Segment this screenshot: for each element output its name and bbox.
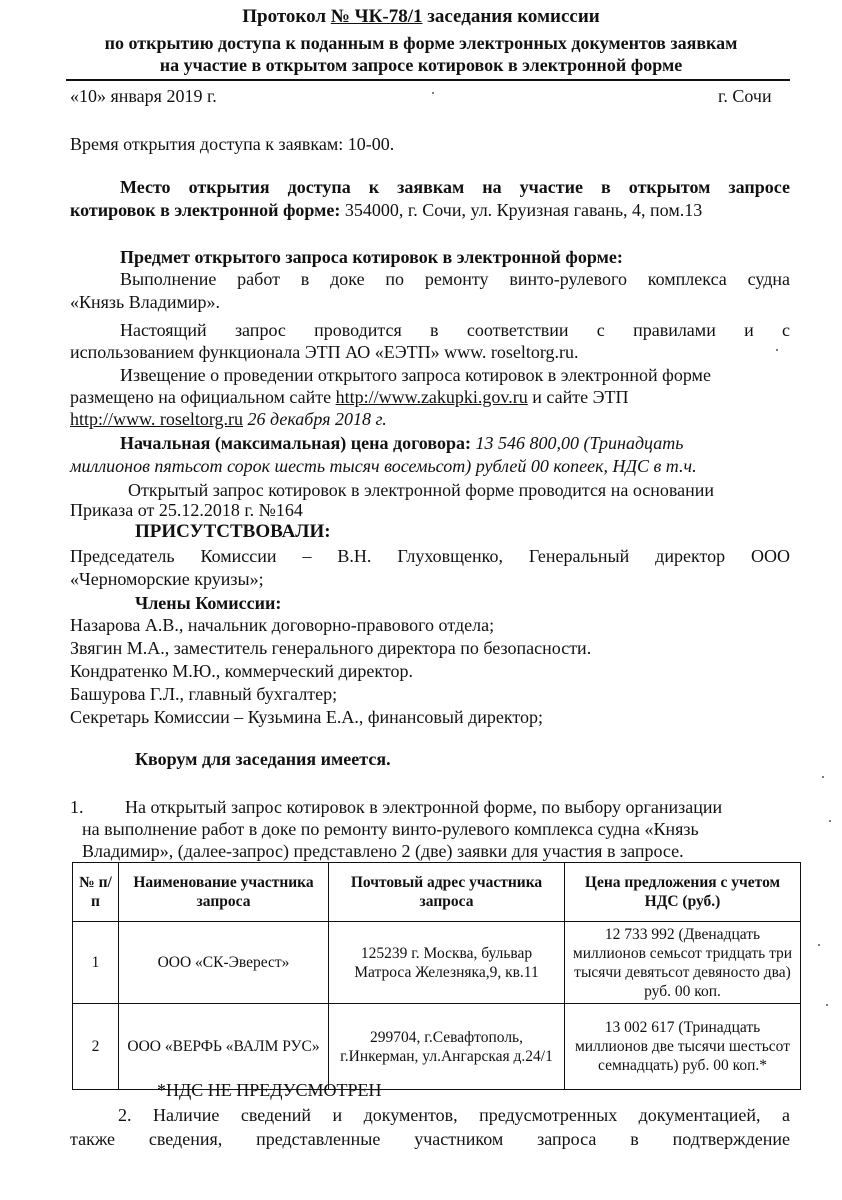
zakupki-link[interactable]: http://www.zakupki.gov.ru [335, 387, 528, 407]
col-header-price: Цена предложения с учетом НДС (руб.) [565, 863, 801, 922]
col-header-num: № п/п [73, 863, 119, 922]
chair-line2: «Черноморские круизы»; [70, 569, 264, 589]
present-heading: ПРИСУТСТВОВАЛИ: [135, 521, 331, 542]
opening-time: Время открытия доступа к заявкам: 10-00. [70, 134, 395, 154]
table-row [73, 922, 801, 1004]
place-line2: котировок в электронной форме: 354000, г. Сочи, ул. Круизная гавань, 4, пом.13 [70, 200, 703, 220]
item1-number: 1. [70, 797, 84, 817]
protocol-subtitle-line2: на участие в открытом запросе котировок в электронной форме [159, 55, 683, 75]
member-item: Кондратенко М.Ю., коммерческий директор. [70, 661, 413, 681]
item1-line2: на выполнение работ в доке по ремонту винто-рулевого комплекса судна «Князь [82, 819, 699, 839]
bids-table [72, 862, 801, 1090]
subject-p3-line1: Извещение о проведении открытого запроса котировок в электронной форме [120, 365, 711, 385]
row-name: ООО «СК-Эверест» [119, 922, 329, 1004]
members-heading: Члены Комиссии: [135, 593, 282, 613]
scan-speck [818, 944, 820, 946]
secretary-item: Секретарь Комиссии – Кузьмина Е.А., финансовый директор; [70, 707, 544, 727]
row-num: 1 [73, 922, 119, 1004]
scan-speck [432, 92, 434, 94]
table-row [73, 1004, 801, 1090]
price-line1: Начальная (максимальная) цена договора: 13 546 800,00 (Тринадцать [120, 433, 684, 453]
row-price: 12 733 992 (Двенадцать миллионов семьсот тридцать три тысячи девятьсот девяносто два) руб. 00 коп. [565, 922, 801, 1004]
subject-p1-line2: «Князь Владимир». [70, 292, 221, 312]
header-rule [66, 79, 790, 81]
scan-speck [829, 820, 831, 822]
member-item: Звягин М.А., заместитель генерального директора по безопасности. [70, 638, 592, 658]
protocol-date: «10» января 2019 г. [70, 86, 217, 106]
row-price: 13 002 617 (Тринадцать миллионов две тысячи шестьсот семнадцать) руб. 00 коп.* [565, 1004, 801, 1090]
roseltorg-link[interactable]: http://www. roseltorg.ru [70, 409, 243, 429]
quorum-statement: Кворум для заседания имеется. [135, 749, 391, 769]
col-header-name: Наименование участника запроса [119, 863, 329, 922]
subject-p3-line2: размещено на официальном сайте http://www.zakupki.gov.ru и сайте ЭТП [70, 387, 629, 407]
subject-p2-line1: Настоящий запрос проводится в соответствии с правилами и с [120, 320, 790, 340]
row-name: ООО «ВЕРФЬ «ВАЛМ РУС» [119, 1004, 329, 1090]
row-address: 125239 г. Москва, бульвар Матроса Железняка,9, кв.11 [329, 922, 565, 1004]
basis-line1: Открытый запрос котировок в электронной форме проводится на основании [128, 480, 715, 500]
scan-speck [822, 776, 824, 778]
scan-speck [776, 349, 778, 351]
item1-line1: На открытый запрос котировок в электронной форме, по выбору организации [125, 797, 723, 817]
vat-footnote: *НДС НЕ ПРЕДУСМОТРЕН [157, 1080, 382, 1100]
member-item: Башурова Г.Л., главный бухгалтер; [70, 684, 338, 704]
table-header-row [73, 863, 801, 922]
protocol-title: Протокол № ЧК-78/1 заседания комиссии [242, 6, 600, 27]
scan-speck [826, 1004, 828, 1006]
chair-line1: Председатель Комиссии – В.Н. Глуховщенко, Генеральный директор ООО [70, 546, 790, 566]
place-label-line1: Место открытия доступа к заявкам на участие в открытом запросе [120, 177, 790, 197]
item2-line2: также сведения, представленные участником запроса в подтверждение [70, 1129, 790, 1149]
member-item: Назарова А.В., начальник договорно-правового отдела; [70, 615, 495, 635]
protocol-city: г. Сочи [718, 86, 772, 106]
subject-p3-line3: http://www. roseltorg.ru 26 декабря 2018 г. [70, 409, 387, 429]
subject-p1-line1: Выполнение работ в доке по ремонту винто-рулевого комплекса судна [120, 269, 790, 289]
basis-line2: Приказа от 25.12.2018 г. №164 [70, 500, 303, 520]
item1-line3: Владимир», (далее-запрос) представлено 2 (две) заявки для участия в запросе. [82, 841, 684, 861]
subject-p2-line2: использованием функционала ЭТП АО «ЕЭТП» www. roseltorg.ru. [70, 342, 579, 362]
item2-line1: 2. Наличие сведений и документов, предусмотренных документацией, а [118, 1105, 790, 1125]
col-header-address: Почтовый адрес участника запроса [329, 863, 565, 922]
row-num: 2 [73, 1004, 119, 1090]
subject-label: Предмет открытого запроса котировок в электронной форме: [120, 247, 623, 267]
price-line2: миллионов пятьсот сорок шесть тысяч восемьсот) рублей 00 копеек, НДС в т.ч. [70, 456, 697, 476]
protocol-subtitle-line1: по открытию доступа к поданным в форме электронных документов заявкам [104, 33, 738, 53]
row-address: 299704, г.Севафтополь, г.Инкерман, ул.Ангарская д.24/1 [329, 1004, 565, 1090]
